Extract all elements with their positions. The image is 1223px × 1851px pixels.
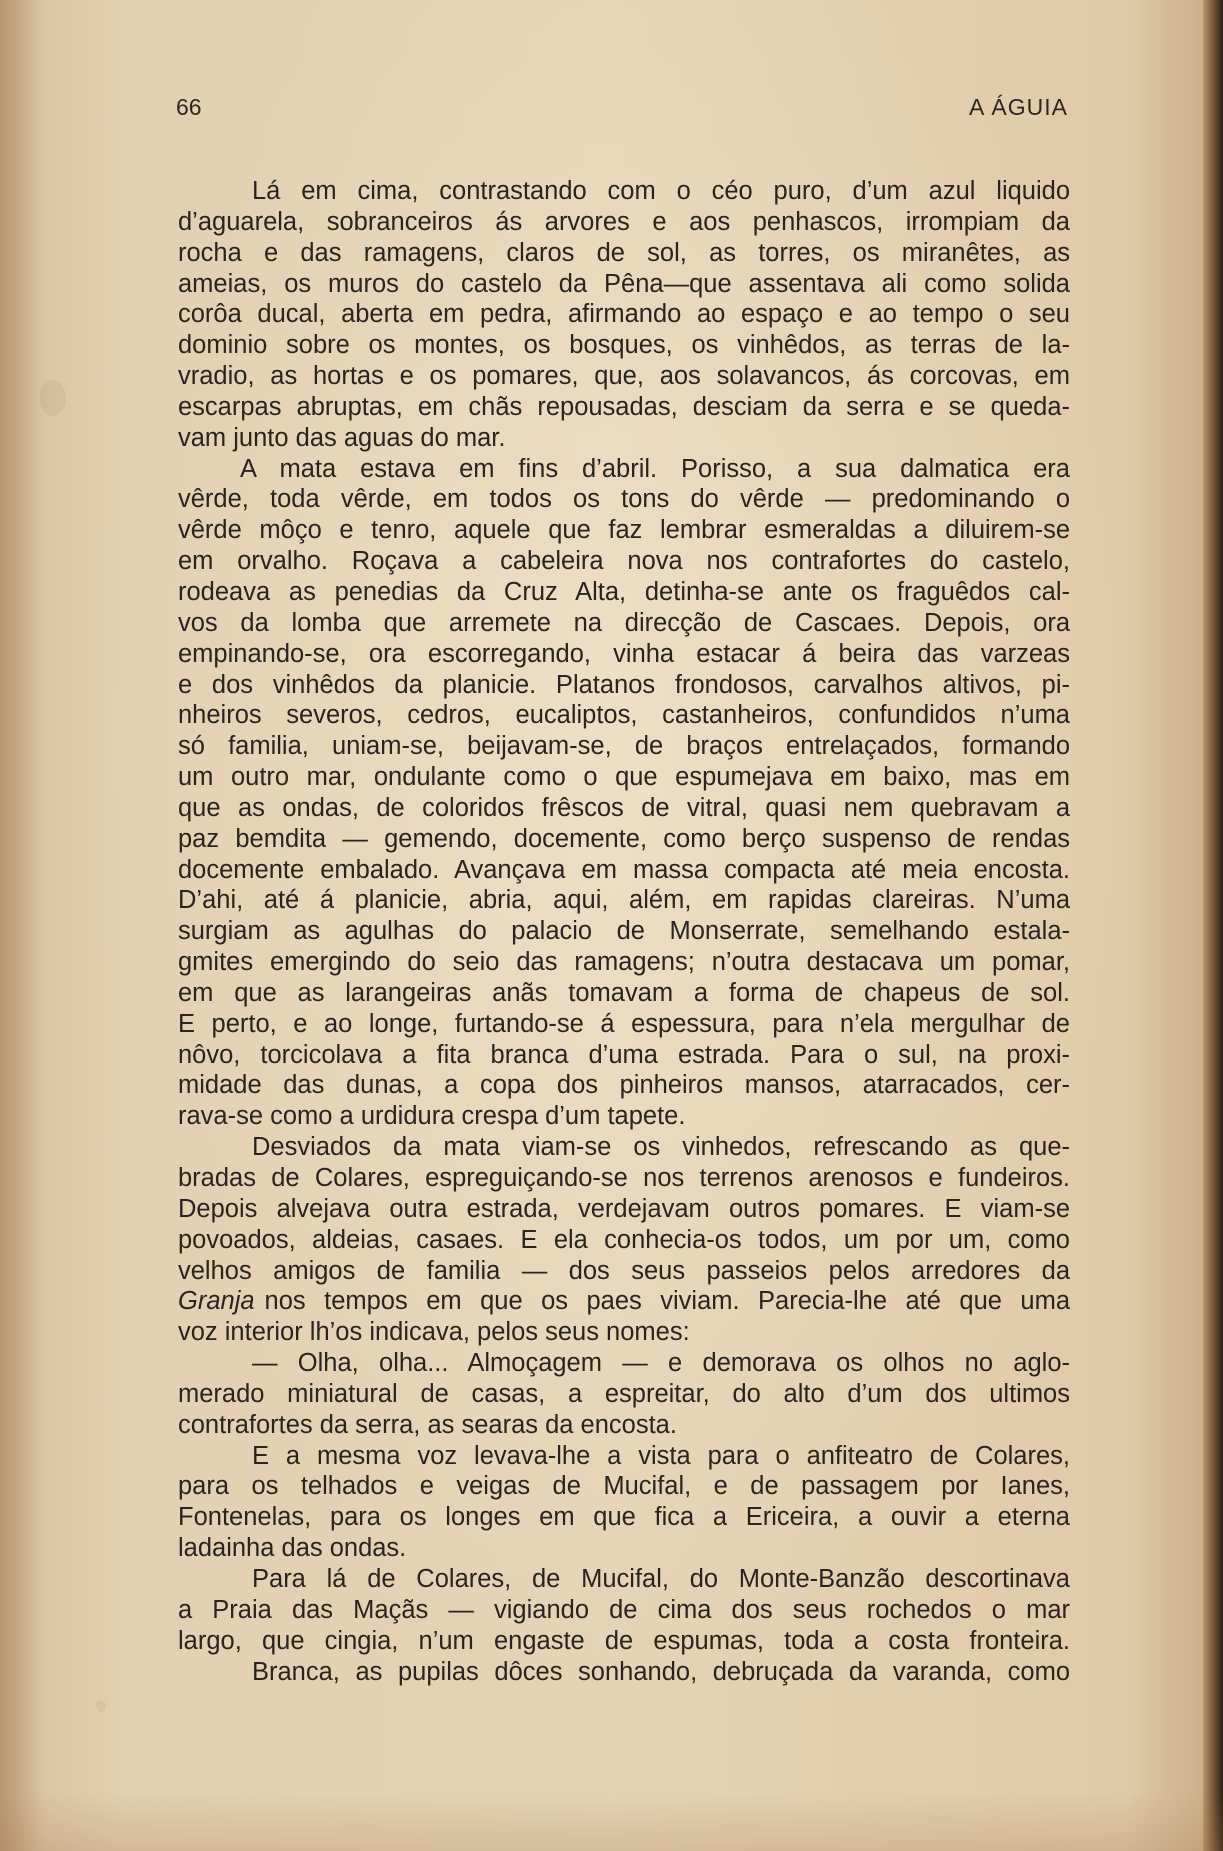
text-line: Depois alvejava outra estrada, verdejavam outros pomares. E viam-se <box>178 1194 1070 1223</box>
text-line: escarpas abruptas, em chãs repousadas, desciam da serra e se queda- <box>178 392 1070 421</box>
journal-title: A ÁGUIA <box>968 94 1068 120</box>
text-line: A mata estava em fins d’abril. Porisso, a sua dalmatica era <box>240 454 1070 483</box>
text-line: vam junto das aguas do mar. <box>178 423 506 452</box>
text-line: em orvalho. Roçava a cabeleira nova nos contrafortes do castelo, <box>178 547 1070 576</box>
text-line: a Praia das Maçãs — vigiando de cima dos seus rochedos o mar <box>178 1595 1070 1624</box>
text-line: nôvo, torcicolava a fita branca d’uma estrada. Para o sul, na proxi- <box>178 1040 1070 1069</box>
text-line: vêrde môço e tenro, aquele que faz lembrar esmeraldas a diluirem-se <box>178 516 1070 545</box>
text-line-rest: nos tempos em que os paes viviam. Parecia-lhe até que uma <box>264 1287 1070 1316</box>
text-line: merado miniatural de casas, a espreitar, do alto d’um dos ultimos <box>178 1379 1070 1408</box>
italic-word: Granja <box>178 1287 255 1316</box>
text-line: midade das dunas, a copa dos pinheiros mansos, atarracados, cer- <box>178 1071 1070 1100</box>
text-line: ladainha das ondas. <box>178 1534 407 1563</box>
text-line: largo, que cingia, n’um engaste de espumas, toda a costa fronteira. <box>178 1626 1070 1655</box>
page-number: 66 <box>176 94 202 120</box>
text-line: voz interior lh’os indicava, pelos seus nomes: <box>178 1318 690 1347</box>
text-line: só familia, uniam-se, beijavam-se, de braços entrelaçados, formando <box>178 732 1070 761</box>
text-line: nheiros severos, cedros, eucaliptos, castanheiros, confundidos n’uma <box>178 701 1070 730</box>
text-line: E perto, e ao longe, furtando-se á espessura, para n’ela mergulhar de <box>178 1009 1070 1038</box>
text-line: E a mesma voz levava-lhe a vista para o anfiteatro de Colares, <box>252 1441 1070 1470</box>
text-line: bradas de Colares, espreguiçando-se nos terrenos arenosos e fundeiros. <box>178 1164 1070 1192</box>
text-line: povoados, aldeias, casaes. E ela conhecia-os todos, um por um, como <box>178 1225 1070 1254</box>
text-line: velhos amigos de familia — dos seus passeios pelos arredores da <box>178 1256 1070 1285</box>
text-line: surgiam as agulhas do palacio de Monserrate, semelhando estala- <box>178 917 1070 946</box>
text-line: Lá em cima, contrastando com o céo puro, d’um azul liquido <box>252 177 1070 205</box>
text-line: d’aguarela, sobranceiros ás arvores e aos penhascos, irrompiam da <box>178 207 1070 236</box>
text-line: rodeava as penedias da Cruz Alta, detinha-se ante os fraguêdos cal- <box>178 577 1070 606</box>
text-line: Branca, as pupilas dôces sonhando, debruçada da varanda, como <box>252 1657 1070 1686</box>
text-line: empinando-se, ora escorregando, vinha estacar á beira das varzeas <box>178 639 1070 668</box>
text-line: — Olha, olha... Almoçagem — e demorava os olhos no aglo- <box>252 1349 1070 1378</box>
text-line: em que as larangeiras anãs tomavam a forma de chapeus de sol. <box>178 978 1070 1007</box>
text-line: paz bemdita — gemendo, docemente, como berço suspenso de rendas <box>178 824 1070 853</box>
text-line: Para lá de Colares, de Mucifal, do Monte-Banzão descortinava <box>252 1564 1070 1593</box>
running-head <box>176 94 1068 126</box>
text-line: Desviados da mata viam-se os vinhedos, refrescando as que- <box>252 1133 1070 1162</box>
text-line: vêrde, toda vêrde, em todos os tons do vêrde — predominando o <box>178 485 1070 514</box>
text-line: D’ahi, até á planicie, abria, aqui, além, em rapidas clareiras. N’uma <box>178 886 1070 915</box>
text-line: corôa ducal, aberta em pedra, afirmando ao espaço e ao tempo o seu <box>178 300 1070 329</box>
text-line: para os telhados e veigas de Mucifal, e de passagem por Ianes, <box>178 1472 1070 1501</box>
text-line: rava-se como a urdidura crespa d’um tapete. <box>178 1102 686 1131</box>
text-line: vos da lomba que arremete na direcção de Cascaes. Depois, ora <box>178 608 1070 637</box>
text-line: que as ondas, de coloridos frêscos de vitral, quasi nem quebravam a <box>178 793 1070 822</box>
text-line: ameias, os muros do castelo da Pêna—que assentava ali como solida <box>178 269 1070 298</box>
body-text <box>178 176 1070 1687</box>
text-line: um outro mar, ondulante como o que espumejava em baixo, mas em <box>178 763 1070 792</box>
paper-stain <box>96 1700 106 1712</box>
text-line: rocha e das ramagens, claros de sol, as torres, os miranêtes, as <box>178 238 1070 267</box>
text-line: dominio sobre os montes, os bosques, os vinhêdos, as terras de la- <box>178 331 1070 360</box>
text-line: gmites emergindo do seio das ramagens; n’outra destacava um pomar, <box>178 948 1070 977</box>
paper-stain <box>40 380 66 416</box>
text-line: contrafortes da serra, as searas da encosta. <box>178 1410 677 1439</box>
book-spine-edge <box>1203 0 1223 1851</box>
text-line <box>178 1286 1070 1317</box>
text-line: Fontenelas, para os longes em que fica a Ericeira, a ouvir a eterna <box>178 1503 1070 1532</box>
text-line: vradio, as hortas e os pomares, que, aos solavancos, ás corcovas, em <box>178 362 1070 391</box>
text-line: e dos vinhêdos da planicie. Platanos frondosos, carvalhos altivos, pi- <box>178 670 1070 699</box>
text-line: docemente embalado. Avançava em massa compacta até meia encosta. <box>178 855 1070 884</box>
